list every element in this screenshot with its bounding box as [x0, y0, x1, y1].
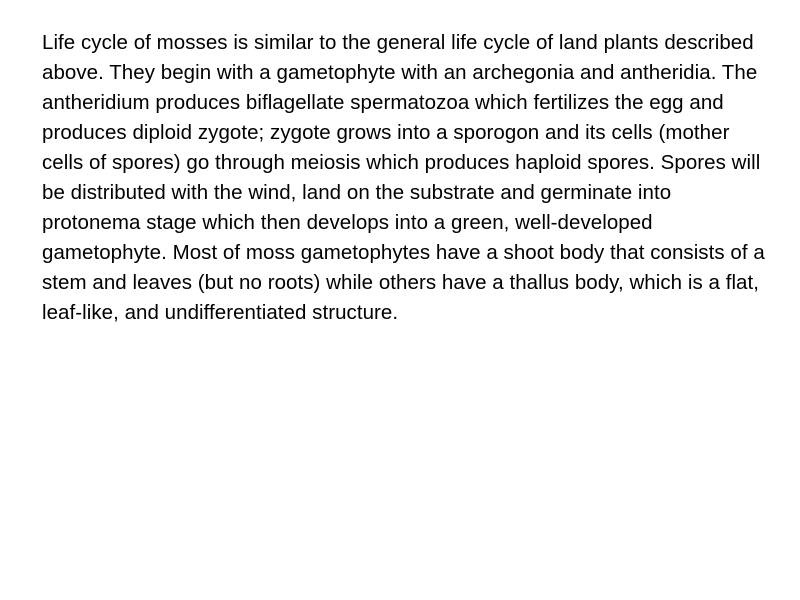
body-paragraph: Life cycle of mosses is similar to the general life cycle of land plants described above. They begin with a gametophyte with an archegonia and antheridia. The antheridium produces biflagellate spermatozoa which fertilizes the egg and produces diploid zygote; zygote grows into a sporogon and its cells (mother cells of spores) go through meiosis which produces haploid spores. Spores will be distributed with the wind, land on the substrate and germinate into protonema stage which then develops into a green, well-developed gametophyte. Most of moss gametophytes have a shoot body that consists of a stem and leaves (but no roots) while others have a thallus body, which is a flat, leaf-like, and undifferentiated structure. — [42, 31, 771, 325]
